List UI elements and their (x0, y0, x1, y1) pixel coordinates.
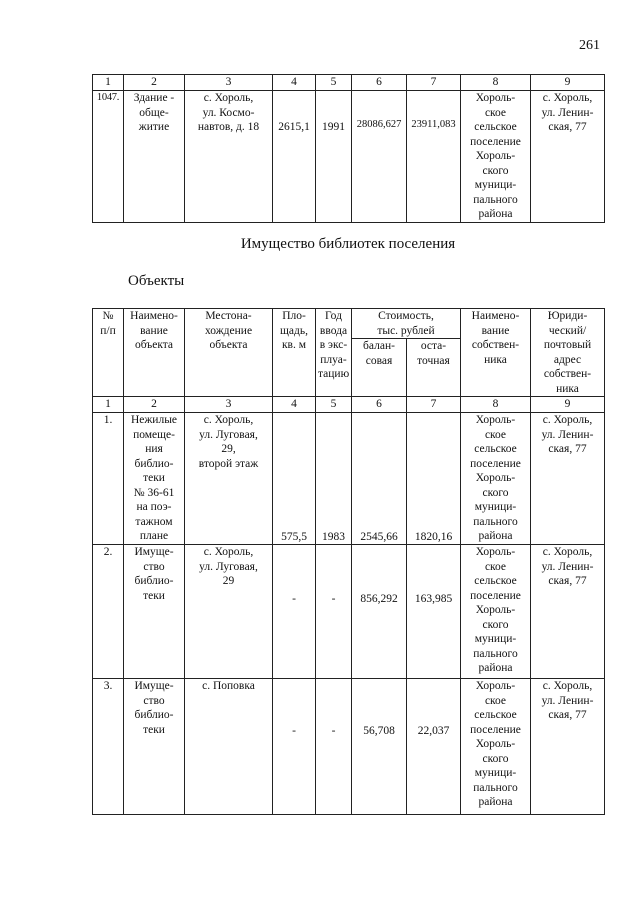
table-row (93, 679, 605, 815)
row-number: 2. (93, 545, 124, 679)
column-number: 7 (407, 75, 461, 91)
column-number: 4 (273, 75, 316, 91)
column-number: 2 (124, 397, 185, 413)
owner-name: Хороль- ское сельское поселение Хороль- ского муници- пального района (461, 413, 531, 545)
header-row (93, 309, 605, 339)
subheading: Объекты (128, 273, 185, 289)
column-number: 7 (407, 397, 461, 413)
object-location: с. Хороль, ул. Космо- навтов, д. 18 (185, 91, 273, 223)
column-number: 1 (93, 75, 124, 91)
object-location: с. Хороль, ул. Луговая, 29, второй этаж (185, 413, 273, 545)
table-row (93, 413, 605, 545)
owner-address: с. Хороль, ул. Ленин- ская, 77 (531, 679, 605, 815)
header-year: Год ввода в экс- плуа- тацию (316, 309, 352, 397)
object-area: 2615,1 (273, 91, 316, 223)
object-area: - (273, 545, 316, 679)
owner-address: с. Хороль, ул. Ленин- ская, 77 (531, 545, 605, 679)
balance-value: 2545,66 (352, 413, 407, 545)
header-residual: оста- точная (407, 339, 461, 397)
object-name: Имуще- ство библио- теки (124, 545, 185, 679)
residual-value: 23911,083 (407, 91, 461, 223)
object-name: Нежилые помеще- ния библио- теки № 36-61 на поэ- тажном плане (124, 413, 185, 545)
object-location: с. Поповка (185, 679, 273, 815)
object-name: Здание - обще- житие (124, 91, 185, 223)
owner-address: с. Хороль, ул. Ленин- ская, 77 (531, 413, 605, 545)
residual-value: 163,985 (407, 545, 461, 679)
header-name: Наимено- вание объекта (124, 309, 185, 397)
residual-value: 22,037 (407, 679, 461, 815)
header-area: Пло- щадь, кв. м (273, 309, 316, 397)
column-number: 3 (185, 75, 273, 91)
column-number: 6 (352, 75, 407, 91)
owner-address: с. Хороль, ул. Ленин- ская, 77 (531, 91, 605, 223)
column-number: 5 (316, 397, 352, 413)
header-location: Местона- хождение объекта (185, 309, 273, 397)
row-number: 3. (93, 679, 124, 815)
owner-name: Хороль- ское сельское поселение Хороль- ского муници- пального района (461, 91, 531, 223)
balance-value: 856,292 (352, 545, 407, 679)
table-row (93, 545, 605, 679)
column-number: 2 (124, 75, 185, 91)
owner-name: Хороль- ское сельское поселение Хороль- ского муници- пального района (461, 545, 531, 679)
column-number: 6 (352, 397, 407, 413)
object-location: с. Хороль, ул. Луговая, 29 (185, 545, 273, 679)
column-number-row (93, 397, 605, 413)
object-area: - (273, 679, 316, 815)
row-number: 1. (93, 413, 124, 545)
commission-year: 1991 (316, 91, 352, 223)
object-name: Имуще- ство библио- теки (124, 679, 185, 815)
commission-year: - (316, 679, 352, 815)
column-number: 8 (461, 75, 531, 91)
balance-value: 28086,627 (352, 91, 407, 223)
header-owner: Наимено- вание собствен- ника (461, 309, 531, 397)
object-area: 575,5 (273, 413, 316, 545)
commission-year: 1983 (316, 413, 352, 545)
column-number: 3 (185, 397, 273, 413)
header-address: Юриди- ческий/ почтовый адрес собствен- ника (531, 309, 605, 397)
row-number: 1047. (93, 91, 124, 223)
column-number: 9 (531, 75, 605, 91)
page-number: 261 (579, 38, 600, 53)
column-number: 5 (316, 75, 352, 91)
column-number: 1 (93, 397, 124, 413)
header-cost: Стоимость, тыс. рублей (352, 309, 461, 339)
library-property-table (92, 308, 605, 815)
commission-year: - (316, 545, 352, 679)
header-number: № п/п (93, 309, 124, 397)
header-balance: балан- совая (352, 339, 407, 397)
column-number: 9 (531, 397, 605, 413)
column-number: 4 (273, 397, 316, 413)
balance-value: 56,708 (352, 679, 407, 815)
column-number-row (93, 75, 605, 91)
section-heading: Имущество библиотек поселения (240, 236, 456, 252)
table-row (93, 91, 605, 223)
owner-name: Хороль- ское сельское поселение Хороль- ского муници- пального района (461, 679, 531, 815)
residual-value: 1820,16 (407, 413, 461, 545)
column-number: 8 (461, 397, 531, 413)
property-table-continued (92, 74, 605, 223)
